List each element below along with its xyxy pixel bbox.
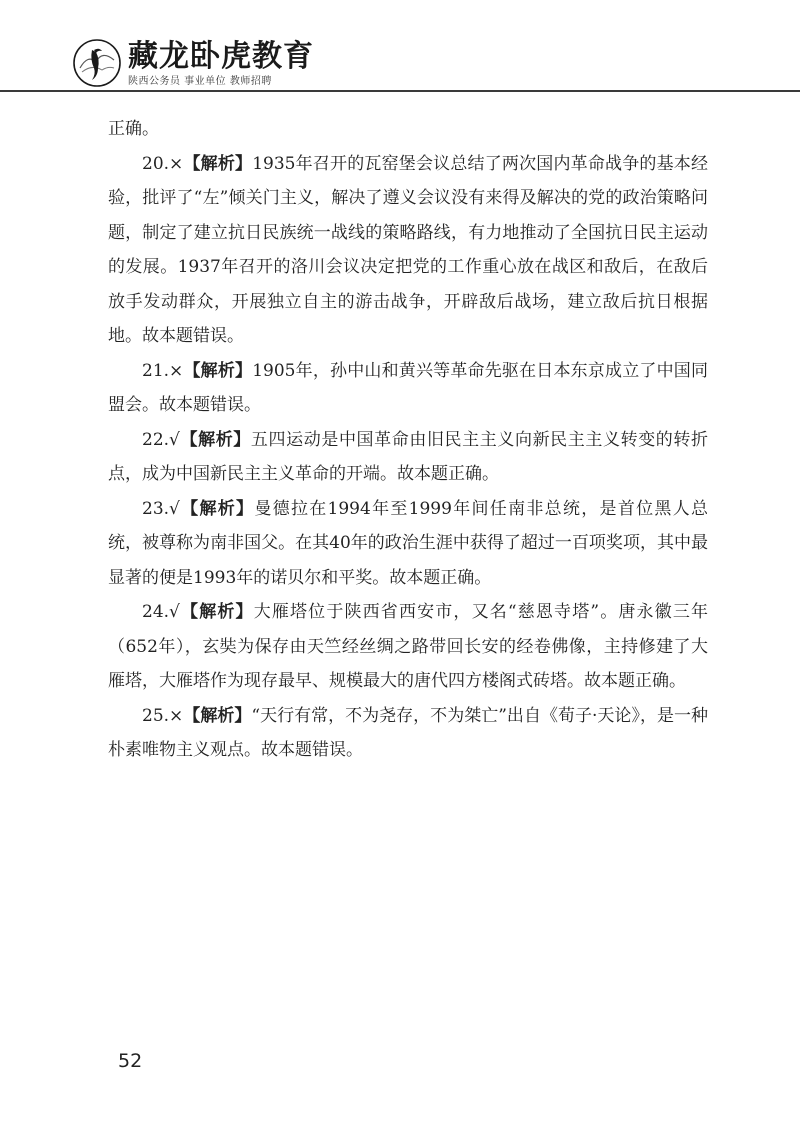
answer-item-21 (108, 354, 708, 423)
answer-item-24 (108, 595, 708, 699)
answer-mark: √ (169, 602, 180, 622)
analysis-text: “天行有常，不为尧存，不为桀亡”出自《荀子·天论》，是一种朴素唯物主义观点。故本题错误。 (108, 705, 708, 760)
analysis-text: 曼德拉在1994年至1999年间任南非总统，是首位黑人总统，被尊称为南非国父。在其40年的政治生涯中获得了超过一百项奖项，其中最显著的便是1993年的诺贝尔和平奖。故本题正确。 (108, 498, 709, 588)
answer-item-23 (108, 492, 708, 596)
analysis-text: 大雁塔位于陕西省西安市，又名“慈恩寺塔”。唐永徽三年（652年），玄奘为保存由天竺经丝绸之路带回长安的经卷佛像，主持修建了大雁塔，大雁塔作为现存最早、规模最大的唐代四方楼阁式砖塔。故本题正确。 (108, 602, 709, 691)
brand-title: 藏龙卧虎教育 (128, 39, 314, 74)
answer-explanations (108, 112, 708, 768)
answer-item-22 (108, 423, 708, 492)
answer-mark: × (169, 360, 184, 381)
header-divider (0, 90, 800, 92)
answer-mark: √ (169, 498, 180, 519)
item-number: 25. (142, 705, 170, 726)
item-number: 22. (142, 429, 170, 450)
analysis-text: 1935年召开的瓦窑堡会议总结了两次国内革命战争的基本经验，批评了“左”倾关门主义，解决了遵义会议没有来得及解决的党的政治策略问题，制定了建立抗日民族统一战线的策略路线，有力地推动了全国抗日民主运动的发展。1937年召开的洛川会议决定把党的工作重心放在战区和敌后，在敌后放手发动群众，开展独立自主的游击战争，开辟敌后战场，建立敌后抗日根据地。故本题错误。 (108, 153, 708, 346)
page-header (0, 0, 800, 92)
logo-emblem-icon (72, 38, 122, 88)
page-number: 52 (118, 1050, 143, 1072)
analysis-text: 1905年，孙中山和黄兴等革命先驱在日本东京成立了中国同盟会。故本题错误。 (108, 360, 708, 415)
item-number: 20. (142, 153, 170, 174)
analysis-label: 【解析】 (179, 429, 251, 450)
answer-item-20 (108, 147, 708, 354)
intro-fragment: 正确。 (108, 119, 159, 139)
brand-logo (72, 38, 122, 88)
analysis-label: 【解析】 (183, 153, 253, 174)
analysis-label: 【解析】 (183, 360, 253, 381)
answer-item-25 (108, 699, 708, 768)
item-number: 21. (142, 360, 170, 381)
item-number: 24. (142, 602, 170, 622)
brand-subtitle: 陕西公务员 事业单位 教师招聘 (128, 76, 272, 87)
answer-mark: √ (169, 429, 180, 450)
answer-mark: × (169, 705, 184, 726)
item-number: 23. (142, 498, 170, 519)
analysis-text: 五四运动是中国革命由旧民主主义向新民主主义转变的转折点，成为中国新民主主义革命的开端。故本题正确。 (108, 429, 709, 484)
analysis-label: 【解析】 (179, 602, 254, 622)
analysis-label: 【解析】 (183, 705, 252, 726)
answer-mark: × (169, 153, 184, 174)
analysis-label: 【解析】 (179, 498, 255, 519)
